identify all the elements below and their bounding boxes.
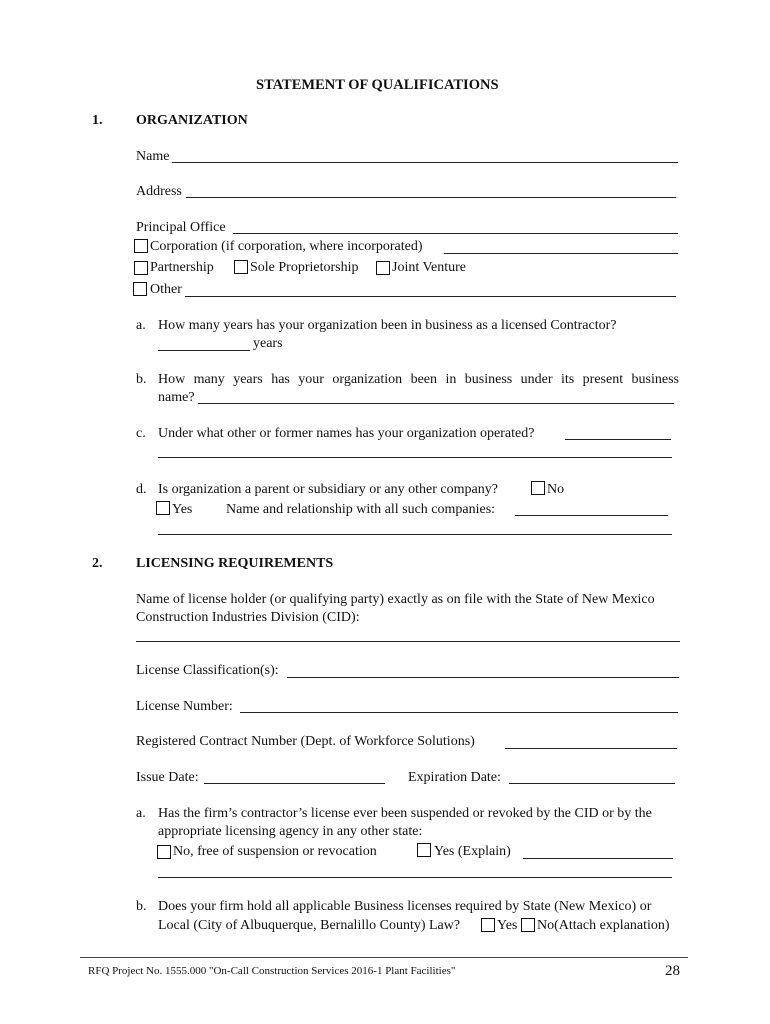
q2a-explain-field-2[interactable] [158, 877, 672, 878]
q1d-no-checkbox[interactable] [531, 481, 545, 495]
footer-rule [80, 957, 688, 958]
q2a-letter: a. [136, 806, 146, 821]
name-field[interactable] [172, 162, 678, 163]
license-holder-field[interactable] [136, 641, 680, 642]
q1d-text: Is organization a parent or subsidiary or any other company? [158, 482, 498, 497]
q1b-field[interactable] [198, 403, 674, 404]
principal-office-label: Principal Office [136, 220, 226, 235]
license-number-label: License Number: [136, 699, 233, 714]
q1a-years-field[interactable] [158, 350, 250, 351]
page-title: STATEMENT OF QUALIFICATIONS [256, 77, 499, 93]
q1b-text-cont: name? [158, 390, 195, 405]
q2b-no-checkbox[interactable] [521, 918, 535, 932]
q1a-text: How many years has your organization been in business as a licensed Contractor? [158, 318, 617, 333]
q2a-yes-label: Yes (Explain) [434, 844, 511, 859]
section-1-number: 1. [92, 113, 103, 128]
q1d-no-label: No [547, 482, 565, 497]
registered-contract-label: Registered Contract Number (Dept. of Workforce Solutions) [136, 734, 475, 749]
q1b-text: How many years has your organization been in business under its present business [158, 372, 679, 387]
q2a-no-checkbox[interactable] [157, 845, 171, 859]
q1d-relationship-field[interactable] [515, 515, 668, 516]
license-holder-text: Name of license holder (or qualifying party) exactly as on file with the State of New Mexico [136, 592, 655, 607]
other-label: Other [150, 282, 182, 297]
q2a-text-cont: appropriate licensing agency in any other state: [158, 824, 423, 839]
name-label: Name [136, 149, 170, 164]
q2b-no-label: No(Attach explanation) [537, 918, 670, 933]
q1c-field[interactable] [565, 439, 671, 440]
other-field[interactable] [185, 296, 676, 297]
issue-date-label: Issue Date: [136, 770, 199, 785]
corporation-label: Corporation (if corporation, where incorporated) [150, 239, 423, 254]
address-label: Address [136, 184, 182, 199]
other-checkbox[interactable] [133, 282, 147, 296]
address-field[interactable] [186, 197, 676, 198]
q1a-years-label: years [253, 336, 283, 351]
q2a-explain-field[interactable] [523, 858, 673, 859]
q2b-text: Does your firm hold all applicable Business licenses required by State (New Mexico) or [158, 899, 652, 914]
q2a-text: Has the firm’s contractor’s license ever been suspended or revoked by the CID or by the [158, 806, 652, 821]
q2b-yes-checkbox[interactable] [481, 918, 495, 932]
q1c-letter: c. [136, 426, 146, 441]
partnership-checkbox[interactable] [134, 261, 148, 275]
q1d-yes-label: Yes [172, 502, 193, 517]
registered-contract-field[interactable] [505, 748, 677, 749]
footer-project: RFQ Project No. 1555.000 "On-Call Construction Services 2016-1 Plant Facilities" [88, 965, 456, 977]
corporation-checkbox[interactable] [134, 239, 148, 253]
q1c-text: Under what other or former names has your organization operated? [158, 426, 535, 441]
joint-venture-checkbox[interactable] [376, 261, 390, 275]
q1d-relationship-field-2[interactable] [158, 534, 672, 535]
q1d-relationship-label: Name and relationship with all such companies: [226, 502, 496, 517]
q1c-field-2[interactable] [158, 457, 672, 458]
q2a-yes-checkbox[interactable] [417, 843, 431, 857]
license-number-field[interactable] [240, 712, 678, 713]
q1b-letter: b. [136, 372, 147, 387]
corporation-field[interactable] [444, 253, 678, 254]
principal-office-field[interactable] [233, 233, 678, 234]
q2b-yes-label: Yes [497, 918, 518, 933]
q1d-letter: d. [136, 482, 147, 497]
q2b-letter: b. [136, 899, 147, 914]
sole-proprietorship-checkbox[interactable] [234, 260, 248, 274]
section-2-heading: LICENSING REQUIREMENTS [136, 556, 334, 571]
section-1-heading: ORGANIZATION [136, 113, 248, 128]
q1a-letter: a. [136, 318, 146, 333]
partnership-label: Partnership [150, 260, 214, 275]
expiration-date-field[interactable] [509, 783, 675, 784]
q2b-text-cont: Local (City of Albuquerque, Bernalillo County) Law? [158, 918, 461, 933]
expiration-date-label: Expiration Date: [408, 770, 501, 785]
sole-proprietorship-label: Sole Proprietorship [250, 260, 359, 275]
joint-venture-label: Joint Venture [392, 260, 467, 275]
license-classification-field[interactable] [287, 677, 679, 678]
license-holder-text-cont: Construction Industries Division (CID): [136, 610, 360, 625]
q1d-yes-checkbox[interactable] [156, 501, 170, 515]
page-number: 28 [665, 963, 680, 979]
section-2-number: 2. [92, 556, 103, 571]
issue-date-field[interactable] [204, 783, 385, 784]
q2a-no-label: No, free of suspension or revocation [173, 844, 377, 859]
license-classification-label: License Classification(s): [136, 663, 279, 678]
